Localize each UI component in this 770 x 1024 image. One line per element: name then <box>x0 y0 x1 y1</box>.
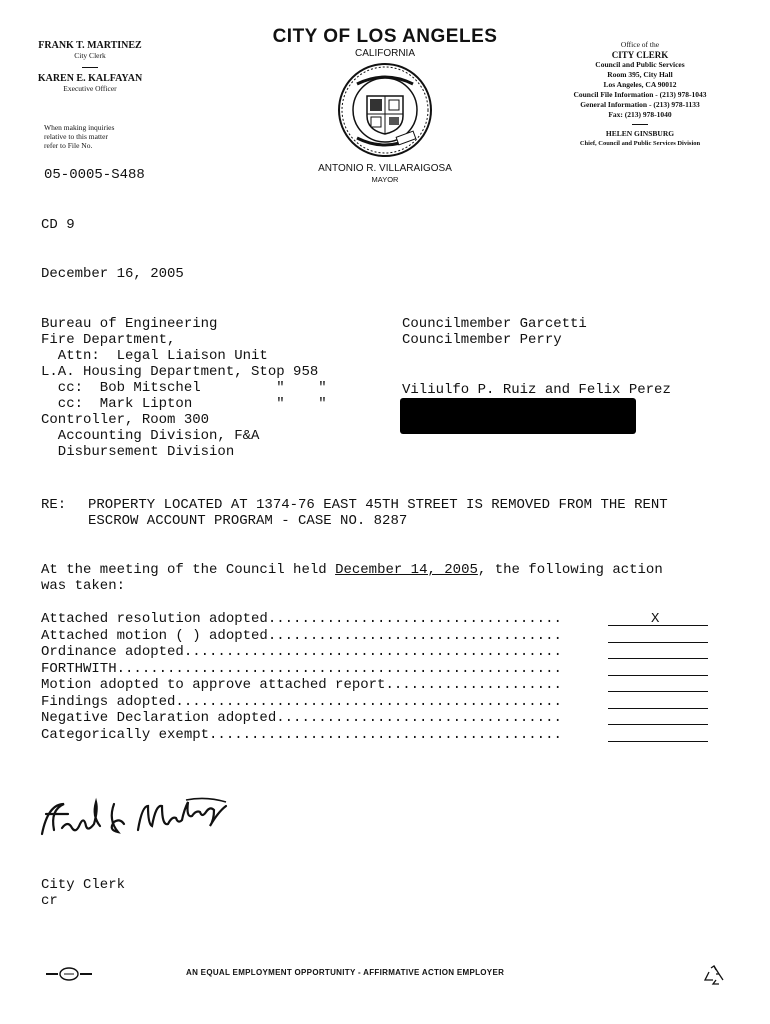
action-check: X <box>651 611 660 627</box>
recipient-line: Councilmember Perry <box>402 332 562 348</box>
property-owners: Viliulfo P. Ruiz and Felix Perez <box>402 382 671 398</box>
action-item: Attached motion ( ) adopted................................... <box>41 628 711 645</box>
action-item: Categorically exempt.......................................... <box>41 727 711 744</box>
chief-title: Chief, Council and Public Services Division <box>579 140 701 147</box>
re-line-1: PROPERTY LOCATED AT 1374-76 EAST 45TH STREET IS REMOVED FROM THE RENT <box>88 497 668 513</box>
inquiry-note: When making inquiries relative to this matter refer to File No. <box>44 123 115 150</box>
mayor-title: MAYOR <box>371 175 399 184</box>
recipient-line: Accounting Division, F&A <box>41 428 260 444</box>
council-district: CD 9 <box>41 217 75 233</box>
office-name: CITY CLERK <box>611 50 669 60</box>
state-label: CALIFORNIA <box>354 48 415 59</box>
re-line-2: ESCROW ACCOUNT PROGRAM - CASE NO. 8287 <box>88 513 408 529</box>
typist-initials: cr <box>41 893 58 909</box>
signature <box>36 790 246 850</box>
meeting-statement-2: was taken: <box>41 578 126 594</box>
clerk-name: FRANK T. MARTINEZ <box>38 40 142 51</box>
recycle-icon <box>703 964 725 986</box>
recipients-left <box>41 316 327 460</box>
action-item: Motion adopted to approve attached report..................... <box>41 677 711 694</box>
action-item: Ordinance adopted............................................. <box>41 644 711 661</box>
action-item: FORTHWITH..................................................... <box>41 661 711 678</box>
action-list <box>41 611 711 743</box>
recipient-line: Disbursement Division <box>41 444 235 460</box>
mayor-name: ANTONIO R. VILLARAIGOSA <box>318 163 452 174</box>
file-number: 05-0005-S488 <box>44 167 145 183</box>
eeo-statement: AN EQUAL EMPLOYMENT OPPORTUNITY - AFFIRMATIVE ACTION EMPLOYER <box>186 968 505 977</box>
action-item: Findings adopted.............................................. <box>41 694 711 711</box>
recipient-line: Fire Department, <box>41 332 176 348</box>
divider <box>82 67 98 68</box>
left-header <box>30 40 150 93</box>
recycle-logo-icon <box>44 966 94 982</box>
recipient-line: Councilmember Garcetti <box>402 316 587 332</box>
clerk-title: City Clerk <box>74 51 106 60</box>
city-title: CITY OF LOS ANGELES <box>272 26 498 47</box>
recipients-right <box>402 316 587 348</box>
exec-title: Executive Officer <box>63 84 117 93</box>
recipient-line: L.A. Housing Department, Stop 958 <box>41 364 319 380</box>
divider <box>632 124 648 125</box>
redaction-block <box>400 398 636 434</box>
signer-title: City Clerk <box>41 877 126 893</box>
city-seal-icon <box>337 62 433 158</box>
recipient-line: Controller, Room 300 <box>41 412 210 428</box>
recipient-line: Bureau of Engineering <box>41 316 218 332</box>
meeting-statement: At the meeting of the Council held December 14, 2005, the following action <box>41 562 663 578</box>
action-item: Attached resolution adopted................................... X <box>41 611 711 628</box>
recipient-line: cc: Bob Mitschel " " <box>41 380 327 396</box>
right-header: Office of the CITY CLERK Council and Public Services Room 395, City Hall Los Angeles, CA 90012 Council File Information - (213) 978-1043 General Information - (213) 978-1133 Fax: (213) 978-1040 HELEN GINSBURG Chief, Council and Public Services Division <box>535 40 745 149</box>
re-label: RE: <box>41 497 67 513</box>
recipient-line: Attn: Legal Liaison Unit <box>41 348 268 364</box>
letter-date: December 16, 2005 <box>41 266 184 282</box>
chief-name: HELEN GINSBURG <box>605 129 675 138</box>
recipient-line: cc: Mark Lipton " " <box>41 396 327 412</box>
meeting-date: December 14, 2005 <box>335 562 478 578</box>
exec-name: KAREN E. KALFAYAN <box>37 73 143 84</box>
action-item: Negative Declaration adopted.................................. <box>41 710 711 727</box>
